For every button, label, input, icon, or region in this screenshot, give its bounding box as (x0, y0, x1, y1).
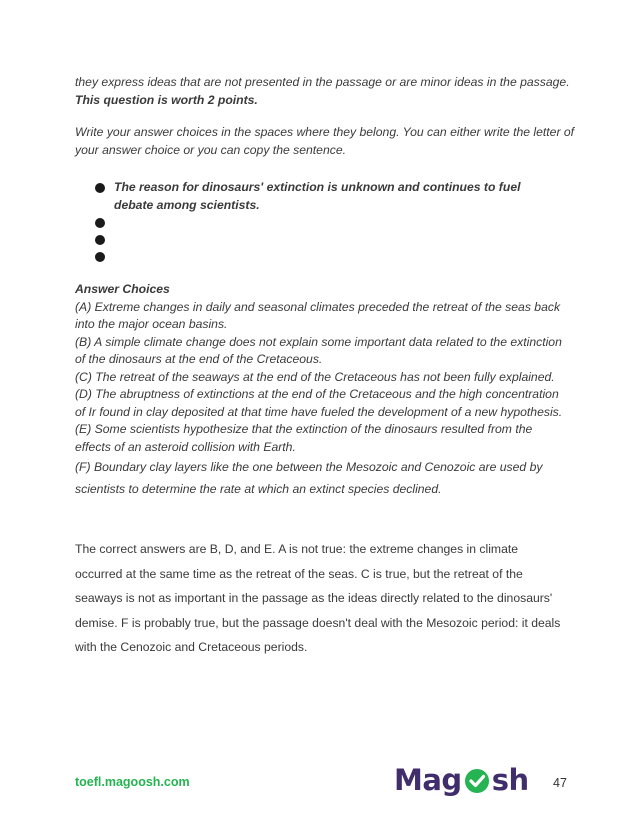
answer-choices-heading: Answer Choices (75, 282, 170, 296)
answer-choice: (F) Boundary clay layers like the one between the Mesozoic and Cenozoic are used by scientists to determine the rate at which an extinct species declined. (75, 460, 543, 496)
instructions-paragraph: Write your answer choices in the spaces where they belong. You can either write the letter of your answer choice or you can copy the sentence. (75, 125, 575, 157)
bullet-dot (95, 183, 105, 193)
answer-choice: (D) The abruptness of extinctions at the end of the Cretaceous and the high concentration of Ir found in clay deposited at that time have fueled the development of a new hypothesis. (75, 387, 563, 419)
logo-check-icon (462, 765, 492, 795)
bullet-dot (95, 218, 105, 228)
answer-choices-section (75, 281, 565, 500)
summary-bullet-filled (95, 179, 555, 214)
summary-first-bullet: The reason for dinosaurs' extinction is unknown and continues to fuel debate among scientists. (114, 180, 521, 212)
intro-text: they express ideas that are not presented in the passage or are minor ideas in the passage. (75, 75, 570, 89)
intro-points-note: This question is worth 2 points. (75, 92, 258, 107)
page-number: 47 (553, 776, 567, 790)
answer-explanation (75, 537, 565, 660)
intro-paragraph (75, 74, 575, 109)
answer-choice: (E) Some scientists hypothesize that the extinction of the dinosaurs resulted from the effects of an asteroid collision with Earth. (75, 422, 533, 454)
logo-text-right: sh (491, 763, 529, 797)
answer-choice: (C) The retreat of the seaways at the end of the Cretaceous has not been fully explained. (75, 369, 555, 384)
bullet-dot (95, 235, 105, 245)
magoosh-logo (394, 762, 529, 798)
summary-bullet-list (95, 179, 555, 265)
logo-text-left: Mag (394, 763, 462, 797)
summary-bullet-empty (95, 214, 555, 231)
footer-site-link[interactable]: toefl.magoosh.com (75, 775, 190, 789)
summary-bullet-empty (95, 231, 555, 248)
answer-explanation-text: The correct answers are B, D, and E. A is not true: the extreme changes in climate occurred at the same time as the retreat of the seas. C is true, but the retreat of the seaways is not as important in the passage as the ideas directly related to the dinosaurs' demise. F is probably true, but the passage doesn't deal with the Mesozoic period: it deals with the Cenozoic and Cretaceous periods. (75, 542, 561, 654)
answer-choice: (B) A simple climate change does not explain some important data related to the extinction of the dinosaurs at the end of the Cretaceous. (75, 334, 562, 366)
summary-bullet-empty (95, 248, 555, 265)
bullet-dot (95, 252, 105, 262)
answer-choice: (A) Extreme changes in daily and seasonal climates preceded the retreat of the seas back into the major ocean basins. (75, 299, 561, 331)
